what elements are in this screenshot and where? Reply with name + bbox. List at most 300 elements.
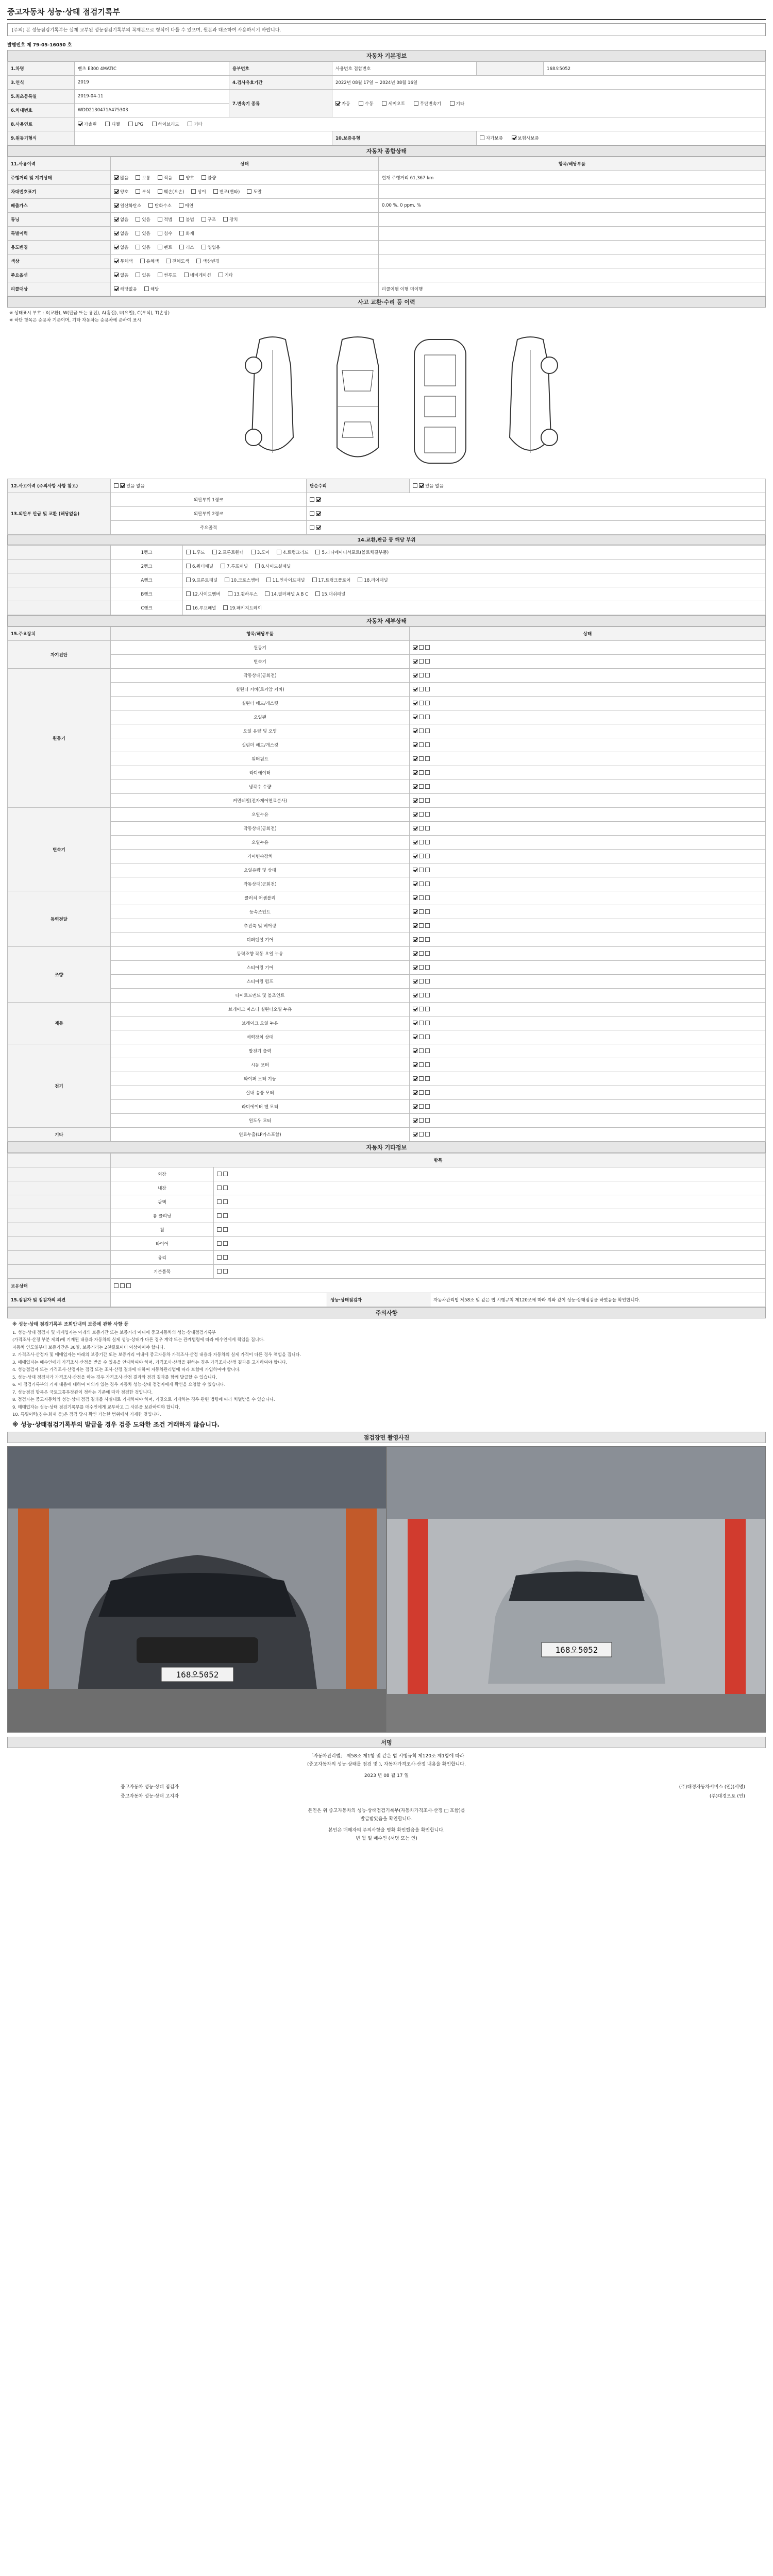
option-item[interactable]: [312, 578, 351, 583]
checkbox-icon: [419, 923, 424, 928]
option-item[interactable]: [148, 204, 172, 209]
item-label: 작동상태(공회전): [111, 669, 410, 683]
option-item[interactable]: [186, 578, 217, 583]
first-reg-label: 5.최초등록일: [8, 90, 75, 104]
status-cell: [214, 1237, 766, 1251]
status-cell: [410, 933, 766, 947]
checkbox-icon: [425, 673, 430, 677]
item-label: 추진축 및 베어링: [111, 919, 410, 933]
rank-label: 1랭크: [111, 546, 183, 560]
item-label: 배력장치 상태: [111, 1030, 410, 1044]
engine-type-value: [75, 131, 332, 145]
reg-value: 사용번호 접합번호: [332, 62, 477, 76]
option-item[interactable]: [186, 606, 216, 611]
note-line: 9. 매매업자는 성능·상태 점검기록부를 매수인에게 교부하고 그 사본을 보관하여야 합니다.: [12, 1404, 180, 1410]
checkbox-icon: [315, 550, 320, 554]
checkbox-icon: [419, 1021, 424, 1025]
status-cell: [410, 1114, 766, 1128]
col-header: 상태: [111, 157, 379, 171]
checkbox-icon: [251, 550, 256, 554]
checkbox-checked-icon: [413, 645, 417, 650]
option-label: 많음: [120, 176, 129, 181]
checkbox-icon: [144, 286, 149, 291]
checkbox-icon: [201, 217, 206, 222]
option-label: 색상변경: [203, 259, 220, 264]
photos-section: [7, 1432, 766, 1737]
option-label: 탄화수소: [155, 204, 172, 209]
reg-label: 용부번호: [229, 62, 332, 76]
basic-info-section: [7, 50, 766, 145]
option-item[interactable]: [114, 287, 137, 292]
item-label: 등속조인트: [111, 905, 410, 919]
table-row: [8, 808, 766, 822]
item-label: 오일유량 및 상태: [111, 863, 410, 877]
table-row: [8, 1058, 766, 1072]
photos-band: 점검장면 촬영사진: [7, 1432, 766, 1443]
option-item[interactable]: [179, 231, 194, 236]
status-cell: [410, 766, 766, 780]
checkbox-checked-icon: [114, 231, 119, 235]
option-item[interactable]: [179, 204, 193, 209]
status-cell: [214, 1251, 766, 1265]
option-item[interactable]: [186, 592, 221, 597]
table-row: [8, 1128, 766, 1142]
option-item[interactable]: 자동: [335, 101, 350, 107]
checkbox-icon: [425, 1076, 430, 1081]
option-item[interactable]: [114, 176, 128, 181]
plate-label: [477, 62, 544, 76]
document-title: 중고자동차 성능·상태 점검기록부: [7, 7, 121, 16]
checkbox-checked-icon: [413, 1048, 417, 1053]
option-label: 양호: [186, 176, 194, 181]
rear-photo: [386, 1446, 766, 1733]
transmission-options: [332, 90, 766, 117]
option-item[interactable]: [179, 245, 194, 250]
option-label: 부식: [142, 190, 150, 195]
checkbox-checked-icon: [413, 951, 417, 956]
option-item[interactable]: [186, 550, 205, 555]
checkbox-icon: [419, 826, 424, 831]
table-row: [8, 1237, 766, 1251]
note-line: 4. 성능점검자 또는 가격조사·산정자는 점검 또는 조사·산정 결과에 대하여 자동차관리법에 따라 보험에 가입하여야 합니다.: [12, 1367, 241, 1372]
option-item[interactable]: [158, 190, 184, 195]
option-item[interactable]: LPG: [128, 122, 143, 127]
table-row: [8, 975, 766, 989]
year-label: 3.연식: [8, 76, 75, 90]
status-cell: [410, 752, 766, 766]
item-label: 스티어링 기어: [111, 961, 410, 975]
checkbox-icon: [184, 273, 189, 277]
checkbox-icon: [425, 784, 430, 789]
table-row: [8, 905, 766, 919]
opinion-value: 자동차관리법 제58조 및 같은 법 시행규칙 제120조에 따라 위와 같이 성능·상태점검을 하였음을 확인합니다.: [430, 1293, 766, 1307]
table-row: [8, 947, 766, 961]
table-row: [8, 241, 766, 255]
option-item[interactable]: [186, 564, 213, 569]
option-item[interactable]: 세미오토: [382, 101, 405, 107]
option-item[interactable]: [196, 259, 220, 264]
option-item[interactable]: [114, 204, 141, 209]
options-cell: [111, 241, 379, 255]
checkbox-icon: [419, 1076, 424, 1081]
option-label: 렌트: [163, 245, 173, 250]
checkbox-icon: [255, 564, 260, 568]
checkbox-icon: [310, 497, 314, 502]
checkbox-icon: [310, 511, 314, 516]
right-label: 0.00 %, 0 ppm, %: [382, 203, 421, 208]
option-item[interactable]: [251, 550, 270, 555]
option-item[interactable]: [114, 231, 128, 236]
item-label: 실린더 헤드/개스킷: [111, 697, 410, 710]
table-row: [8, 683, 766, 697]
signer-label: 중고자동차 성능·상태 고지자: [121, 1794, 179, 1799]
row-right: [379, 227, 766, 241]
signature-line: 년 월 일 매수인 (서명 또는 인): [356, 1836, 417, 1841]
checkbox-icon: [213, 189, 218, 194]
table-row: [8, 1072, 766, 1086]
table-row: [8, 710, 766, 724]
status-cell: [410, 919, 766, 933]
table-row: [8, 213, 766, 227]
option-item[interactable]: [136, 231, 150, 236]
checkbox-icon: [425, 1104, 430, 1109]
option-label: 없음: [120, 231, 129, 236]
option-item[interactable]: [223, 217, 238, 223]
checkbox-icon: [225, 578, 229, 582]
option-item[interactable]: [315, 550, 389, 555]
option-item[interactable]: [158, 231, 172, 236]
option-item[interactable]: [158, 176, 172, 181]
checkbox-checked-icon: [78, 122, 82, 126]
option-item[interactable]: [114, 217, 128, 223]
option-item[interactable]: [114, 259, 133, 264]
checkbox-checked-icon: [413, 728, 417, 733]
table-row: [8, 1086, 766, 1100]
table-row: [8, 587, 766, 601]
checkbox-checked-icon: [316, 497, 321, 502]
option-item[interactable]: [136, 176, 150, 181]
warranty-label: 10.보증유형: [332, 131, 477, 145]
car-top-view-icon: [327, 334, 389, 468]
signature-line: 발급받았음을 확인합니다.: [360, 1817, 413, 1822]
checkbox-icon: [419, 645, 424, 650]
checkbox-icon: [179, 175, 184, 180]
option-item[interactable]: 하이브리드: [152, 122, 179, 127]
table-row: [8, 697, 766, 710]
status-cell: [410, 710, 766, 724]
checkbox-checked-icon: [114, 245, 119, 249]
option-item[interactable]: [191, 190, 206, 195]
rank-value: [307, 493, 766, 507]
checkbox-icon: [223, 1185, 228, 1190]
table-row: [8, 752, 766, 766]
options-cell: [183, 573, 766, 587]
option-item[interactable]: [228, 592, 258, 597]
car-front-photo-icon: [8, 1447, 386, 1733]
row-label: [8, 1237, 111, 1251]
option-label: 없음: [120, 217, 129, 223]
option-item[interactable]: [184, 273, 211, 278]
status-cell: [410, 1044, 766, 1058]
checkbox-icon: [219, 273, 223, 277]
checkbox-icon: [425, 728, 430, 733]
option-label: 불량: [207, 176, 216, 181]
checkbox-icon: [419, 742, 424, 747]
signature-line: 「자동차관리법」 제58조 제1항 및 같은 법 시행규칙 제120조 제1항에 따라: [309, 1754, 464, 1759]
checkbox-checked-icon: [114, 203, 119, 208]
checkbox-checked-icon: [413, 742, 417, 747]
option-item[interactable]: [136, 217, 150, 223]
option-label: 11.인사이드패널: [272, 578, 305, 583]
checkbox-checked-icon: [413, 909, 417, 914]
checkbox-checked-icon: [413, 701, 417, 705]
table-row: [8, 877, 766, 891]
option-item[interactable]: [166, 259, 189, 264]
option-item[interactable]: 보험사보증: [512, 136, 539, 141]
table-row: [8, 1181, 766, 1195]
option-label: 3.도어: [257, 550, 270, 555]
checkbox-icon: [480, 135, 484, 140]
option-label: 유채색: [146, 259, 159, 264]
table-row: [8, 90, 766, 104]
checkbox-icon: [158, 231, 162, 235]
checkbox-icon: [413, 483, 417, 488]
checkbox-icon: [148, 203, 153, 208]
table-row: [8, 573, 766, 587]
signer-value: (주)대경자동차서비스 (인)(서명): [679, 1785, 745, 1790]
option-label: 무채색: [120, 259, 133, 264]
status-cell: [410, 891, 766, 905]
checkbox-icon: [140, 259, 145, 263]
table-row: [8, 255, 766, 268]
option-item[interactable]: [358, 578, 388, 583]
fuel-options: [75, 117, 766, 131]
item-label: 스티어링 펌프: [111, 975, 410, 989]
accident-section: [7, 296, 766, 615]
option-item[interactable]: 자가보증: [480, 136, 503, 141]
option-item[interactable]: [315, 592, 345, 597]
right-label: 현재 주행거리: [382, 176, 410, 181]
option-item[interactable]: 가솔린: [78, 122, 97, 127]
checkbox-checked-icon: [114, 189, 119, 194]
status-cell: [410, 808, 766, 822]
group-label: 제동: [8, 1003, 111, 1044]
item-label: 오일팬: [111, 710, 410, 724]
checkbox-icon: [425, 1035, 430, 1039]
table-row: [8, 521, 766, 535]
right-label: 리콜이행: [382, 287, 400, 292]
option-label: 상이: [197, 190, 206, 195]
status-cell: [410, 1100, 766, 1114]
checkbox-checked-icon: [413, 770, 417, 775]
checkbox-icon: [419, 868, 424, 872]
option-item[interactable]: [136, 190, 150, 195]
checkbox-icon: [312, 578, 317, 582]
row-right: [379, 241, 766, 255]
row-label: 튜닝: [8, 213, 111, 227]
item-label: 변속기: [111, 655, 410, 669]
checkbox-icon: [419, 909, 424, 914]
option-item[interactable]: [158, 245, 172, 250]
option-item[interactable]: [144, 287, 159, 292]
option-item[interactable]: [255, 564, 291, 569]
options-cell: [183, 546, 766, 560]
item-label: 실내 송풍 모터: [111, 1086, 410, 1100]
checkbox-icon: [136, 231, 140, 235]
checkbox-icon: [136, 217, 140, 222]
options-cell: [183, 587, 766, 601]
option-label: 불법: [186, 217, 194, 223]
option-item[interactable]: [201, 245, 221, 250]
first-reg-value: 2019-04-11: [75, 90, 229, 104]
row-right: [379, 268, 766, 282]
option-item[interactable]: [114, 245, 128, 250]
option-label: 침수: [163, 231, 173, 236]
checkbox-icon: [425, 909, 430, 914]
option-label: 1.후드: [192, 550, 205, 555]
option-item[interactable]: [158, 217, 172, 223]
general-condition-section: [7, 145, 766, 296]
option-item[interactable]: [221, 564, 248, 569]
checkbox-icon: [425, 645, 430, 650]
checkbox-icon: [188, 122, 192, 126]
options-cell: [111, 255, 379, 268]
group-label: 변속기: [8, 808, 111, 891]
checkbox-icon: [186, 564, 191, 568]
checkbox-icon: [120, 1283, 125, 1288]
checkbox-icon: [358, 578, 362, 582]
item-label: 타이어: [111, 1237, 214, 1251]
table-row: [8, 117, 766, 131]
option-item[interactable]: [247, 190, 261, 195]
front-plate-text: 168오5052: [176, 1670, 219, 1680]
option-item[interactable]: 기타: [450, 101, 464, 107]
item-label: 라디에이터 팬 모터: [111, 1100, 410, 1114]
option-item[interactable]: [114, 190, 128, 195]
option-label: 보통: [142, 176, 150, 181]
option-label: 썬루프: [163, 273, 177, 278]
checkbox-icon: [425, 715, 430, 719]
checkbox-checked-icon: [413, 882, 417, 886]
row-label: 주요옵션: [8, 268, 111, 282]
option-item[interactable]: [213, 190, 240, 195]
table-row: [8, 919, 766, 933]
item-label: 라디에이터: [111, 766, 410, 780]
option-item[interactable]: 디젤: [105, 122, 120, 127]
option-item[interactable]: [179, 176, 194, 181]
status-cell: [410, 780, 766, 794]
rear-plate-text: 168오5052: [555, 1645, 598, 1655]
status-cell: [214, 1167, 766, 1181]
note-line: (가격조사·산정 부분 제외)에 기재된 내용과 자동차의 실제 성능·상태가 다른 경우 계약 또는 관계법령에 따라 매수인에게 책임을 집니다.: [12, 1337, 265, 1342]
checkbox-icon: [136, 245, 140, 249]
option-item[interactable]: [201, 176, 216, 181]
table-row: [8, 655, 766, 669]
checkbox-checked-icon: [413, 673, 417, 677]
checkbox-checked-icon: [413, 659, 417, 664]
option-item[interactable]: [265, 592, 308, 597]
option-label: 17.트렁크플로어: [318, 578, 351, 583]
checkbox-icon: [223, 1199, 228, 1204]
option-item[interactable]: [201, 217, 216, 223]
item-label: 냉각수 수량: [111, 780, 410, 794]
table-row: [8, 961, 766, 975]
table-row: [8, 1209, 766, 1223]
option-item[interactable]: [219, 273, 233, 278]
checkbox-icon: [425, 1007, 430, 1011]
option-item[interactable]: [223, 606, 262, 611]
option-label: 13.휠하우스: [233, 592, 258, 597]
status-cell: [410, 877, 766, 891]
checkbox-icon: [223, 217, 228, 222]
option-item[interactable]: [277, 550, 308, 555]
car-name-label: 1.차명: [8, 62, 75, 76]
checkbox-checked-icon: [512, 135, 516, 140]
option-item[interactable]: [212, 550, 244, 555]
checkbox-checked-icon: [413, 1007, 417, 1011]
status-cell: [410, 836, 766, 850]
table-row: [8, 1195, 766, 1209]
table-row: [8, 794, 766, 808]
options-cell: [111, 199, 379, 213]
item-label: 실린더 커버(로커암 커버): [111, 683, 410, 697]
row-right: [379, 213, 766, 227]
checkbox-icon: [191, 189, 196, 194]
status-cell: [410, 905, 766, 919]
option-item[interactable]: [140, 259, 159, 264]
option-item[interactable]: 기타: [188, 122, 202, 127]
option-item[interactable]: [225, 578, 259, 583]
table-row: [8, 822, 766, 836]
table-row: [8, 1003, 766, 1016]
checkbox-checked-icon: [413, 1062, 417, 1067]
signature-band: 서명: [7, 1737, 766, 1748]
checkbox-checked-icon: [413, 756, 417, 761]
status-cell: [410, 1030, 766, 1044]
table-row: [8, 1016, 766, 1030]
checkbox-icon: [419, 1007, 424, 1011]
col-header: 항목/해당부품: [379, 157, 766, 171]
status-cell: [410, 1086, 766, 1100]
checkbox-icon: [425, 1090, 430, 1095]
option-item[interactable]: [136, 245, 150, 250]
checkbox-icon: [186, 605, 191, 610]
checkbox-checked-icon: [316, 511, 321, 516]
option-item[interactable]: [158, 273, 177, 278]
option-item[interactable]: 수동: [359, 101, 373, 107]
table-row: [8, 1251, 766, 1265]
table-row: [8, 1114, 766, 1128]
option-item[interactable]: [114, 273, 128, 278]
checkbox-icon: [221, 564, 225, 568]
signature-line: 본인은 매매자의 주의사항을 명확 확인했음을 확인합니다.: [328, 1828, 445, 1833]
option-label: 9.프론트패널: [192, 578, 218, 583]
item-label: 유리: [111, 1251, 214, 1265]
option-item[interactable]: [266, 578, 305, 583]
detail-table: [7, 626, 766, 1142]
other-info-table: [7, 1153, 766, 1279]
group-label: 기타: [8, 1128, 111, 1142]
car-diagram: [7, 324, 766, 479]
option-item[interactable]: 무단변속기: [414, 101, 441, 107]
option-item[interactable]: [136, 273, 150, 278]
option-item[interactable]: [179, 217, 194, 223]
status-cell: [410, 975, 766, 989]
status-cell: [214, 1209, 766, 1223]
option-label: 적음: [163, 176, 173, 181]
checkbox-icon: [196, 259, 201, 263]
row-label: 용도변경: [8, 241, 111, 255]
